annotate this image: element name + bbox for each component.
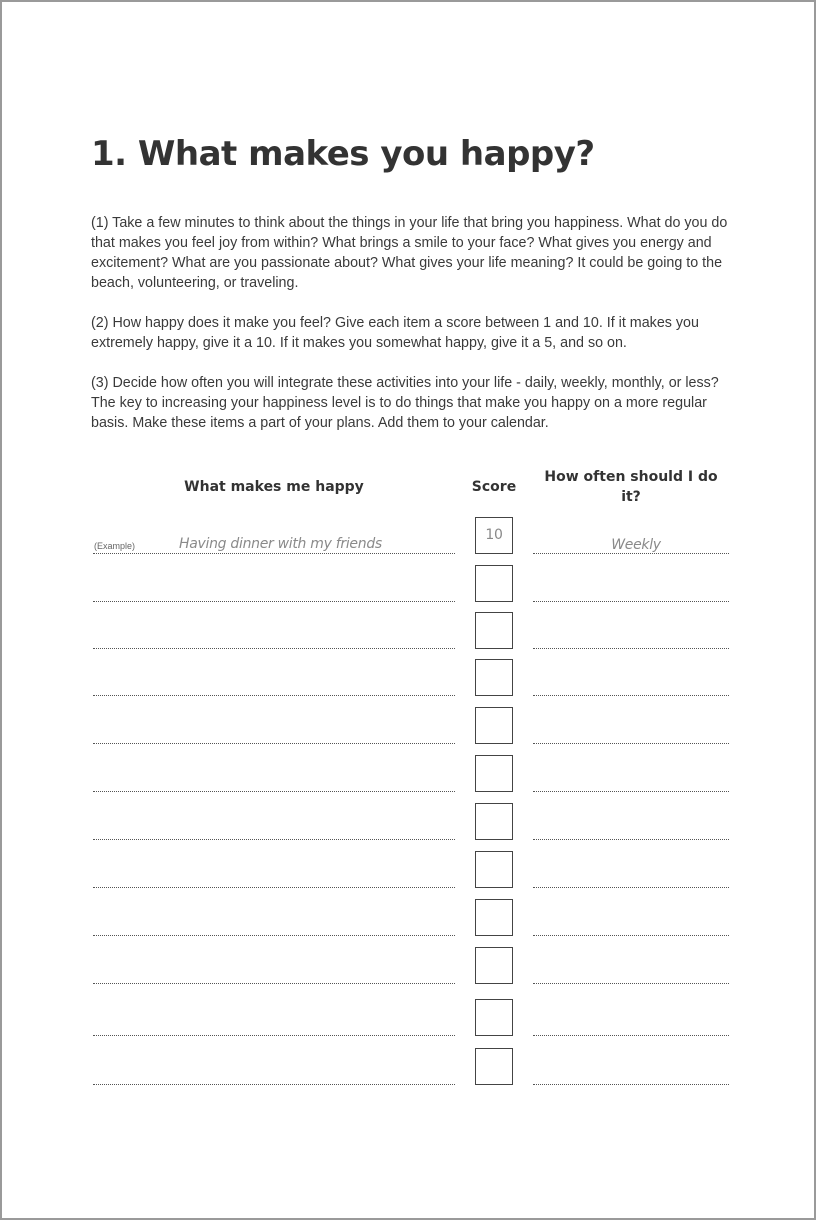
activity-line[interactable] [93,791,455,792]
score-box[interactable] [475,999,513,1036]
table-row [2,944,814,984]
instruction-step-1: (1) Take a few minutes to think about the things in your life that bring you happiness. What do you do that makes you feel joy from within? What brings a smile to your face? What gives you energy and excitement? What are you passionate about? What gives your life meaning? It could be going to the beach, volunteering, or traveling. [91,215,728,291]
table-row [2,656,814,696]
frequency-line[interactable] [533,1035,729,1036]
score-box[interactable] [475,707,513,744]
frequency-line[interactable] [533,1084,729,1085]
score-box[interactable] [475,947,513,984]
column-header-score: Score [471,479,517,495]
score-box[interactable] [475,565,513,602]
score-box[interactable] [475,659,513,696]
activity-line[interactable] [93,983,455,984]
frequency-line[interactable] [533,743,729,744]
table-row [2,704,814,744]
frequency-line[interactable] [533,935,729,936]
activity-line [93,553,455,554]
frequency-line[interactable] [533,648,729,649]
score-box[interactable] [475,1048,513,1085]
score-box[interactable] [475,899,513,936]
frequency-line[interactable] [533,601,729,602]
example-row [2,514,814,554]
instruction-step-2: (2) How happy does it make you feel? Give each item a score between 1 and 10. If it makes you extremely happy, give it a 10. If it makes you somewhat happy, give it a 5, and so on. [91,315,699,351]
table-row [2,1045,814,1085]
frequency-line[interactable] [533,983,729,984]
happiness-table [2,2,814,1218]
activity-line[interactable] [93,648,455,649]
activity-line[interactable] [93,1084,455,1085]
table-row [2,996,814,1036]
frequency-line[interactable] [533,695,729,696]
activity-line[interactable] [93,695,455,696]
example-frequency: Weekly [611,537,661,553]
table-row [2,609,814,649]
example-tag: (Example) [94,541,136,551]
page-title: 1. What makes you happy? [91,134,595,174]
score-box[interactable] [475,755,513,792]
column-header-activity: What makes me happy [184,479,364,495]
column-header-frequency: How often should I do it? [544,469,718,505]
activity-line[interactable] [93,839,455,840]
table-row [2,800,814,840]
table-row [2,848,814,888]
activity-line[interactable] [93,601,455,602]
activity-line[interactable] [93,935,455,936]
example-score: 10 [485,527,503,543]
frequency-line[interactable] [533,839,729,840]
score-box [475,517,513,554]
frequency-line[interactable] [533,791,729,792]
frequency-line[interactable] [533,887,729,888]
example-activity: Having dinner with my friends [179,536,382,552]
score-box[interactable] [475,851,513,888]
table-row [2,896,814,936]
instruction-step-3: (3) Decide how often you will integrate these activities into your life - daily, weekly, monthly, or less? The key to increasing your happiness level is to do things that make you happy on a more regular basis. Make these items a part of your plans. Add them to your calendar. [91,375,719,431]
frequency-line [533,553,729,554]
activity-line[interactable] [93,887,455,888]
table-row [2,752,814,792]
table-row [2,562,814,602]
score-box[interactable] [475,803,513,840]
score-box[interactable] [475,612,513,649]
activity-line[interactable] [93,1035,455,1036]
activity-line[interactable] [93,743,455,744]
